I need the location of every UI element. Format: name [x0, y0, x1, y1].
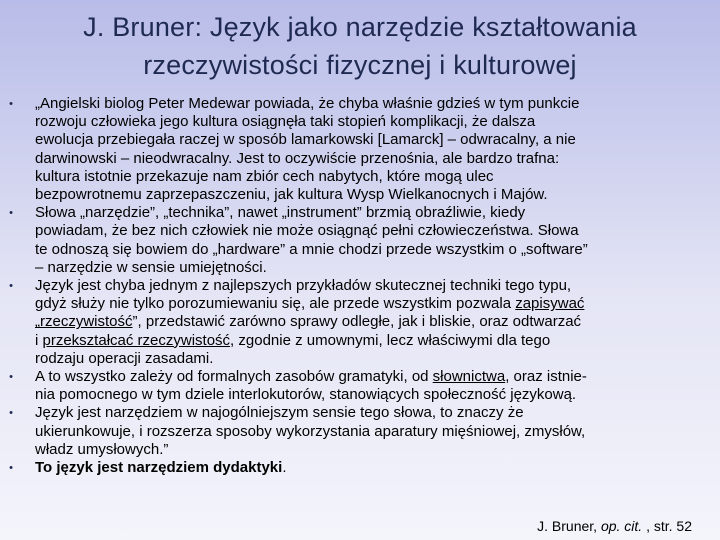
citation-author: J. Bruner,: [537, 518, 601, 534]
text-run: , oraz istnie-: [505, 368, 587, 386]
text-line: – narzędzie w sensie umiejętności.: [35, 258, 267, 276]
bullet-item-medewar: [0, 95, 720, 204]
bullet-item-didactics: [0, 459, 720, 477]
text-run: .: [282, 459, 287, 477]
source-citation: [537, 518, 692, 534]
text-line: Słowa „narzędzie”, „technika”, nawet „instrument” brzmią obraźliwie, kiedy: [35, 204, 526, 222]
underlined-term: zapisywać: [515, 295, 585, 313]
bullet-item-language-technique: [0, 277, 720, 368]
underlined-term: przekształcać rzeczywistość: [42, 331, 231, 349]
text-line: powiadam, że bez nich człowiek nie może osiągnąć pełni człowieczeństwa. Słowa: [35, 222, 579, 240]
citation-page: , str. 52: [642, 518, 692, 534]
slide-title-line-2: rzeczywistości fizycznej i kulturowej: [143, 50, 577, 80]
text-line: władz umysłowych.”: [35, 440, 169, 458]
bullet-list: [0, 95, 720, 477]
text-line: [35, 332, 706, 350]
text-line: nia pomocnego w tym dziele interlokutorów, stanowiących społeczność językową.: [35, 386, 577, 404]
text-line: rozwoju człowieka jego kultura osiągnęła taki stopień komplikacji, że dalsza: [35, 113, 536, 131]
bullet-item-language-tool: [0, 404, 720, 459]
bullet-icon: •: [9, 98, 13, 110]
text-run: , zgodnie z umownymi, lecz właściwymi dla tego: [230, 331, 551, 349]
text-line: ewolucja przebiegała raczej w sposób lamarkowski [Lamarck] – odwracalny, a nie: [35, 131, 576, 149]
slide-title: [40, 8, 680, 84]
bullet-item-grammar: [0, 368, 720, 404]
bullet-icon: •: [9, 407, 13, 420]
underlined-term: „rzeczywistość: [35, 313, 133, 331]
text-run: gdyż służy nie tylko porozumiewaniu się, ale przede wszystkim pozwala: [35, 295, 516, 313]
bullet-icon: •: [9, 207, 13, 220]
underlined-term: słownictwa: [432, 368, 506, 386]
bullet-icon: •: [9, 371, 13, 384]
text-line: bezpowrotnemu zaprzepaszczeniu, jak kultura Wysp Wielkanocnych i Majów.: [35, 186, 548, 204]
bullet-item-tools: [0, 204, 720, 277]
text-line: Język jest chyba jednym z najlepszych przykładów skutecznej techniki tego typu,: [35, 277, 572, 295]
text-run: A to wszystko zależy od formalnych zasobów gramatyki, od: [35, 368, 433, 386]
bullet-icon: •: [9, 280, 13, 293]
text-line: Język jest narzędziem w najogólniejszym sensie tego słowa, to znaczy że: [35, 404, 524, 422]
bullet-icon: •: [9, 462, 13, 475]
text-line: ukierunkowuje, i rozszerza sposoby wykorzystania aparatury mięśniowej, zmysłów,: [35, 422, 586, 440]
text-line: „Angielski biolog Peter Medewar powiada, że chyba właśnie gdzieś w tym punkcie: [35, 95, 580, 112]
text-run: ”, przedstawić zarówno sprawy odległe, jak i bliskie, oraz odtwarzać: [132, 313, 582, 331]
text-run: i: [35, 331, 43, 349]
citation-work: op. cit.: [600, 518, 643, 534]
text-line: [35, 313, 706, 331]
text-line: kultura istotnie przekazuje nam zbiór cech nabytych, które mogą ulec: [35, 167, 494, 185]
text-line: [35, 459, 706, 477]
text-line: [35, 368, 706, 386]
text-line: darwinowski – nieodwracalny. Jest to oczywiście przenośnia, ale bardzo trafna:: [35, 149, 560, 167]
slide-title-line-1: J. Bruner: Język jako narzędzie kształtowania: [83, 12, 637, 42]
text-line: rodzaju operacji zasadami.: [35, 349, 214, 367]
text-line: [35, 295, 706, 313]
text-line: te odnoszą się bowiem do „hardware” a mnie chodzi przede wszystkim o „software”: [35, 240, 588, 258]
bold-conclusion: To język jest narzędziem dydaktyki: [35, 459, 283, 477]
